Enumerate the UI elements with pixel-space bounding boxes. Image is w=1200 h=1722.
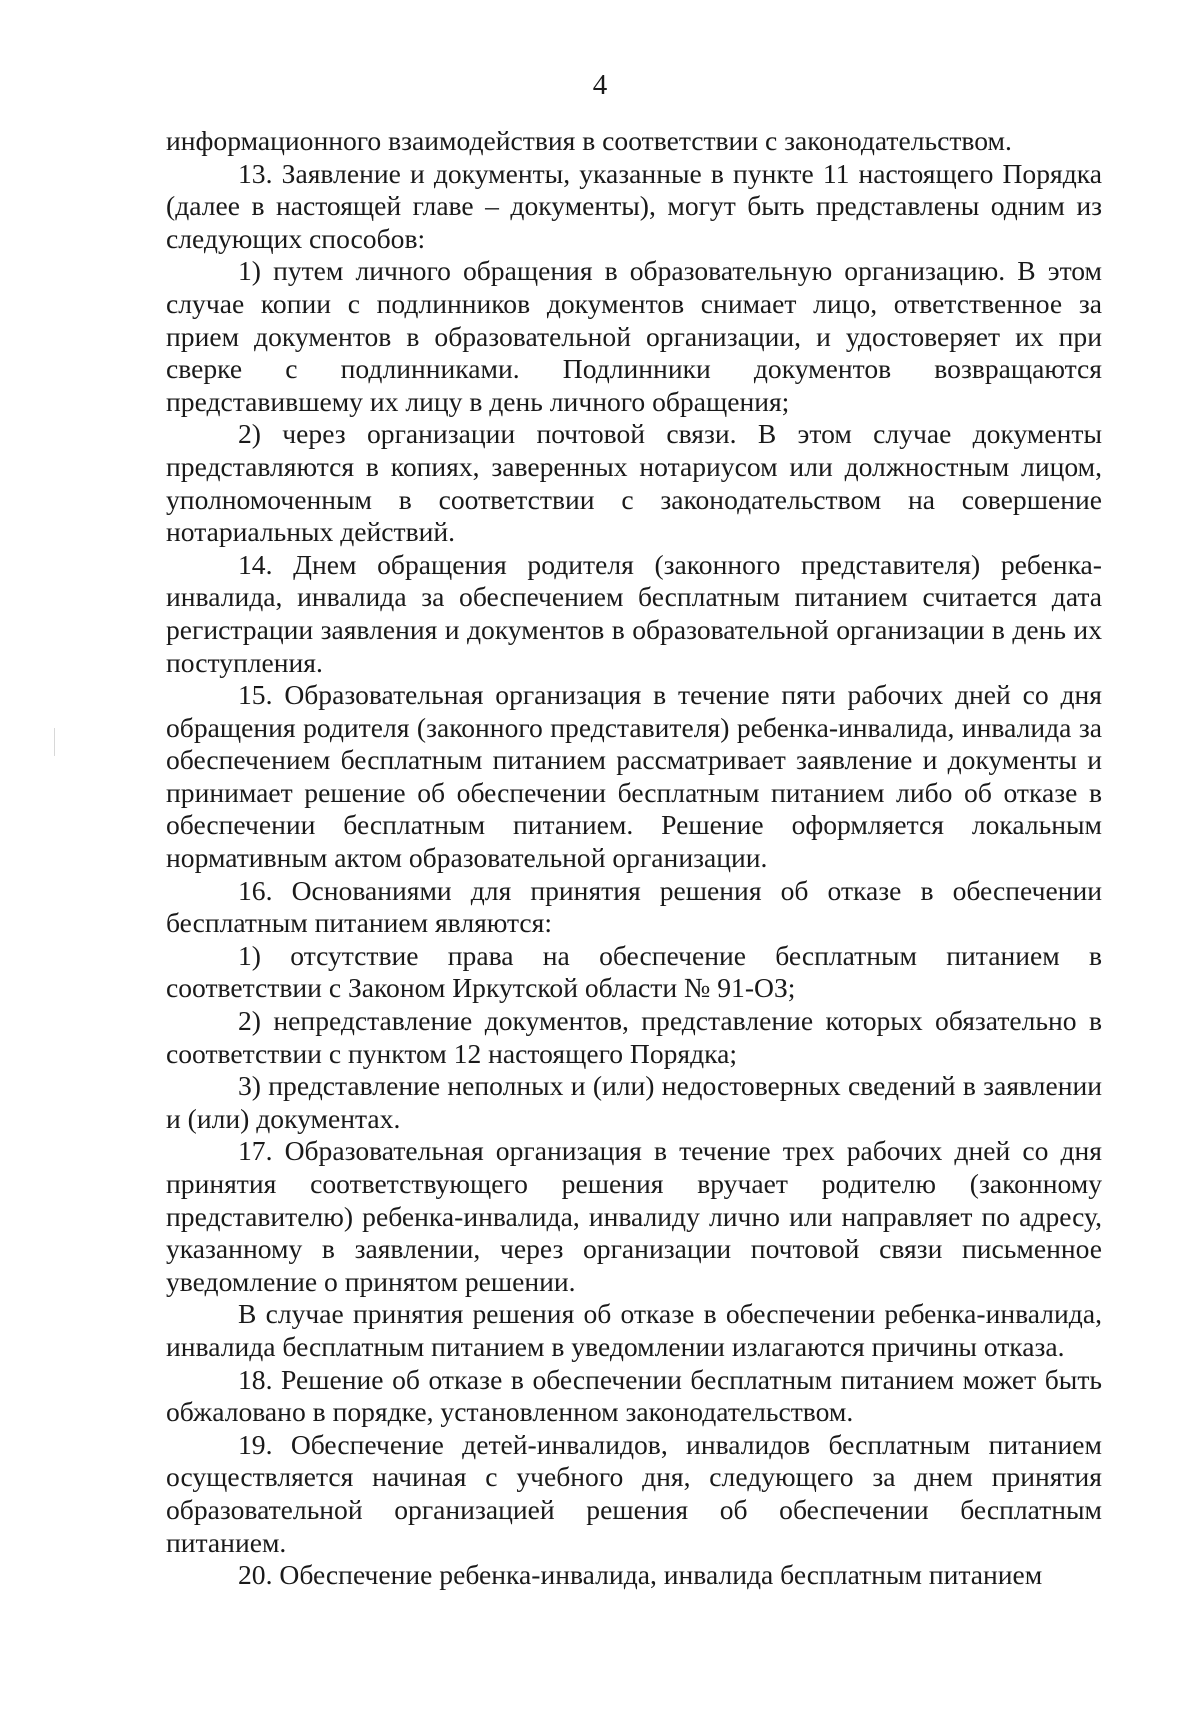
paragraph-13-item-2: 2) через организации почтовой связи. В этом случае документы представляются в копиях, заверенных нотариусом или должностным лицом, уполномоченным в соответствии с законодательством на совершение нотариальных действий. xyxy=(166,418,1102,548)
paragraph-15: 15. Образовательная организация в течение пяти рабочих дней со дня обращения родителя (законного представителя) ребенка-инвалида, инвалида за обеспечением бесплатным питанием рассматривает заявление и документы и принимает решение об обеспечении бесплатным питанием либо об отказе в обеспечении бесплатным питанием. Решение оформляется локальным нормативным актом образовательной организации. xyxy=(166,679,1102,874)
paragraph-18: 18. Решение об отказе в обеспечении бесплатным питанием может быть обжаловано в порядке, установленном законодательством. xyxy=(166,1363,1102,1428)
paragraph-16-item-3: 3) представление неполных и (или) недостоверных сведений в заявлении и (или) документах. xyxy=(166,1070,1102,1134)
paragraph-13: 13. Заявление и документы, указанные в пункте 11 настоящего Порядка (далее в настоящей главе – документы), могут быть представлены одним из следующих способов: xyxy=(166,157,1102,254)
paragraph-continuation: информационного взаимодействия в соответствии с законодательством. xyxy=(166,125,1012,156)
paragraph-20: 20. Обеспечение ребенка-инвалида, инвалида бесплатным питанием xyxy=(238,1559,1043,1591)
scan-margin-mark xyxy=(54,728,55,756)
document-body xyxy=(166,125,1102,1592)
page-number: 4 xyxy=(592,69,608,101)
paragraph-16-item-1: 1) отсутствие права на обеспечение бесплатным питанием в соответствии с Законом Иркутской области № 91-ОЗ; xyxy=(166,939,1102,1004)
paragraph-16-item-2: 2) непредставление документов, представление которых обязательно в соответствии с пунктом 12 настоящего Порядка; xyxy=(166,1005,1102,1069)
paragraph-16: 16. Основаниями для принятия решения об отказе в обеспечении бесплатным питанием являются: xyxy=(166,874,1102,939)
paragraph-17: 17. Образовательная организация в течение трех рабочих дней со дня принятия соответствующего решения вручает родителю (законному представителю) ребенка-инвалида, инвалиду лично или направляет по адресу, указанному в заявлении, через организации почтовой связи письменное уведомление о принятом решении. xyxy=(166,1135,1102,1297)
paragraph-17-refusal: В случае принятия решения об отказе в обеспечении ребенка-инвалида, инвалида бесплатным питанием в уведомлении излагаются причины отказа. xyxy=(166,1298,1102,1362)
paragraph-13-item-1: 1) путем личного обращения в образовательную организацию. В этом случае копии с подлинников документов снимает лицо, ответственное за прием документов в образовательной организации, и удостоверяет их при сверке с подлинниками. Подлинники документов возвращаются представившему их лицу в день личного обращения; xyxy=(166,255,1102,417)
paragraph-19: 19. Обеспечение детей-инвалидов, инвалидов бесплатным питанием осуществляется начиная с учебного дня, следующего за днем принятия образовательной организацией решения об обеспечении бесплатным питанием. xyxy=(166,1428,1102,1558)
paragraph-14: 14. Днем обращения родителя (законного представителя) ребенка-инвалида, инвалида за обеспечением бесплатным питанием считается дата регистрации заявления и документов в образовательной организации в день их поступления. xyxy=(166,548,1102,678)
